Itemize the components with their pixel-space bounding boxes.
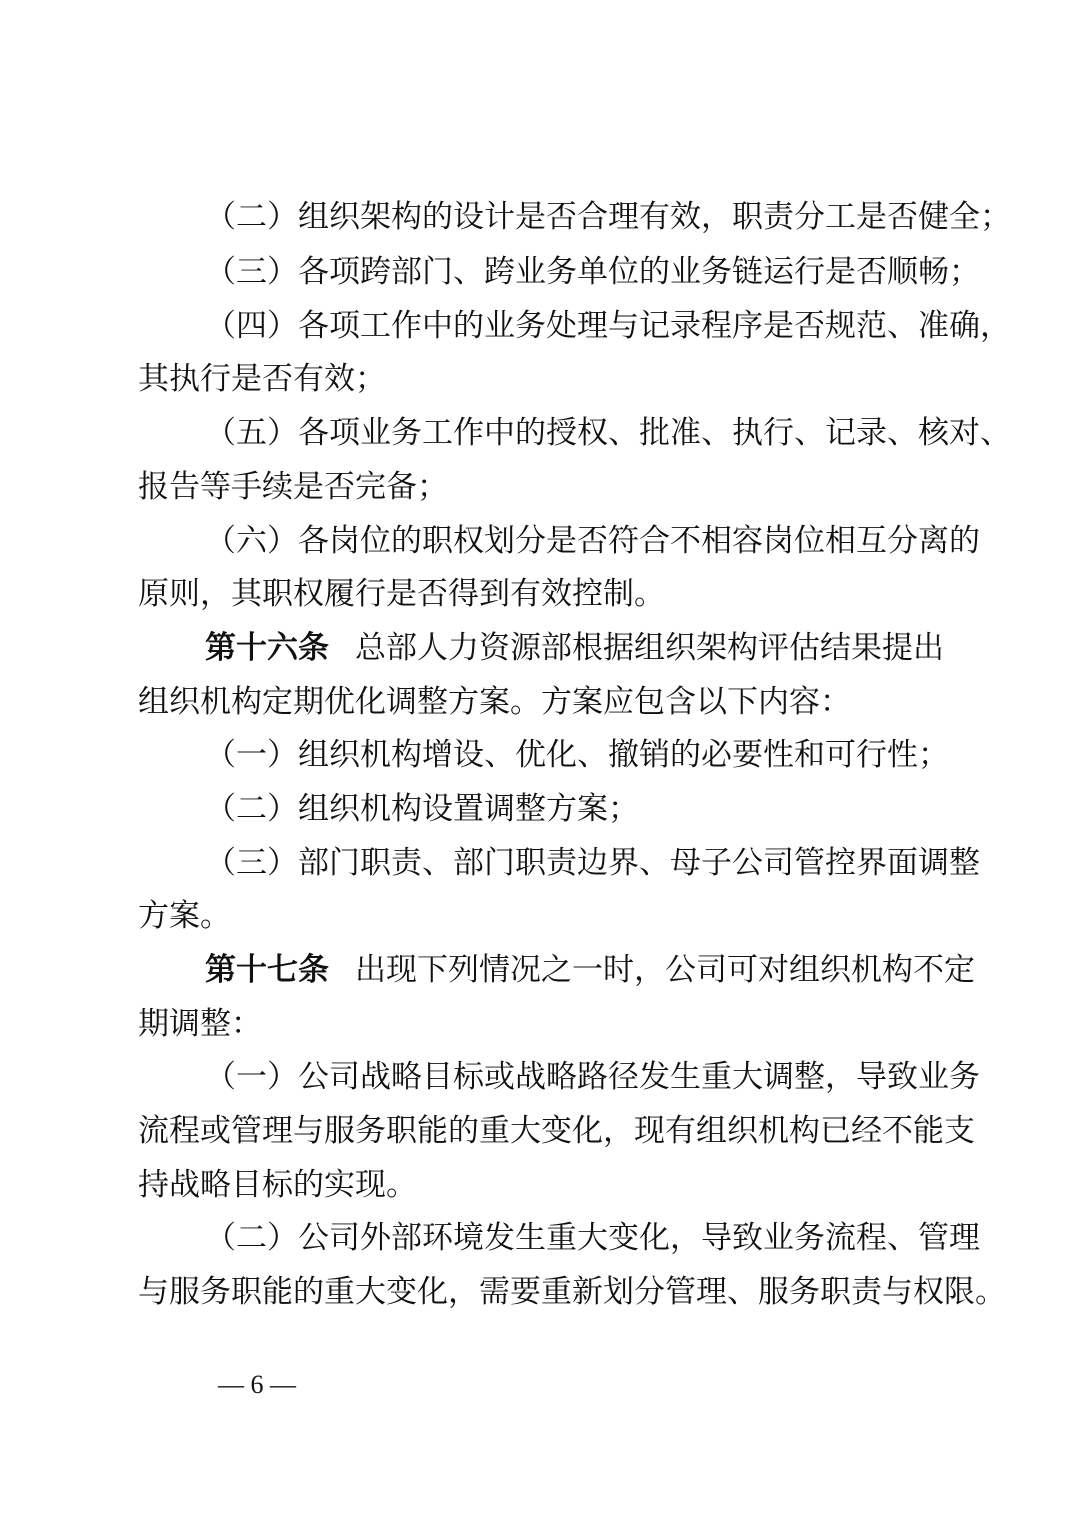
page-number: — 6 — — [218, 1370, 296, 1399]
paragraph-line: （四）各项工作中的业务处理与记录程序是否规范、准确， — [205, 308, 1011, 344]
paragraph-line: 出现下列情况之一时，公司可对组织机构不定 — [355, 952, 975, 988]
article-number: 第十七条 — [205, 952, 329, 988]
paragraph-line: 其执行是否有效； — [138, 361, 386, 397]
paragraph-line: （二）组织架构的设计是否合理有效，职责分工是否健全； — [205, 199, 1011, 235]
paragraph-line: 持战略目标的实现。 — [138, 1167, 417, 1203]
paragraph-line: （一）公司战略目标或战略路径发生重大调整，导致业务 — [205, 1059, 980, 1095]
paragraph-line: 组织机构定期优化调整方案。方案应包含以下内容： — [138, 684, 851, 720]
paragraph-line: 方案。 — [138, 898, 231, 934]
paragraph-line: 总部人力资源部根据组织架构评估结果提出 — [355, 630, 944, 666]
paragraph-line: 流程或管理与服务职能的重大变化，现有组织机构已经不能支 — [138, 1113, 975, 1149]
article-first-line — [205, 628, 944, 668]
paragraph-line: 与服务职能的重大变化，需要重新划分管理、服务职责与权限。 — [138, 1274, 1006, 1310]
paragraph-line: 原则，其职权履行是否得到有效控制。 — [138, 576, 665, 612]
paragraph-line: （三）各项跨部门、跨业务单位的业务链运行是否顺畅； — [205, 254, 980, 290]
paragraph-line: （二）组织机构设置调整方案； — [205, 791, 639, 827]
paragraph-line: 期调整： — [138, 1006, 262, 1042]
paragraph-line: （三）部门职责、部门职责边界、母子公司管控界面调整 — [205, 845, 980, 881]
article-first-line — [205, 950, 975, 990]
paragraph-line: （一）组织机构增设、优化、撤销的必要性和可行性； — [205, 737, 949, 773]
paragraph-line: （二）公司外部环境发生重大变化，导致业务流程、管理 — [205, 1220, 980, 1256]
paragraph-line: （六）各岗位的职权划分是否符合不相容岗位相互分离的 — [205, 523, 980, 559]
article-number: 第十六条 — [205, 630, 329, 666]
paragraph-line: （五）各项业务工作中的授权、批准、执行、记录、核对、 — [205, 415, 1011, 451]
paragraph-line: 报告等手续是否完备； — [138, 469, 448, 505]
